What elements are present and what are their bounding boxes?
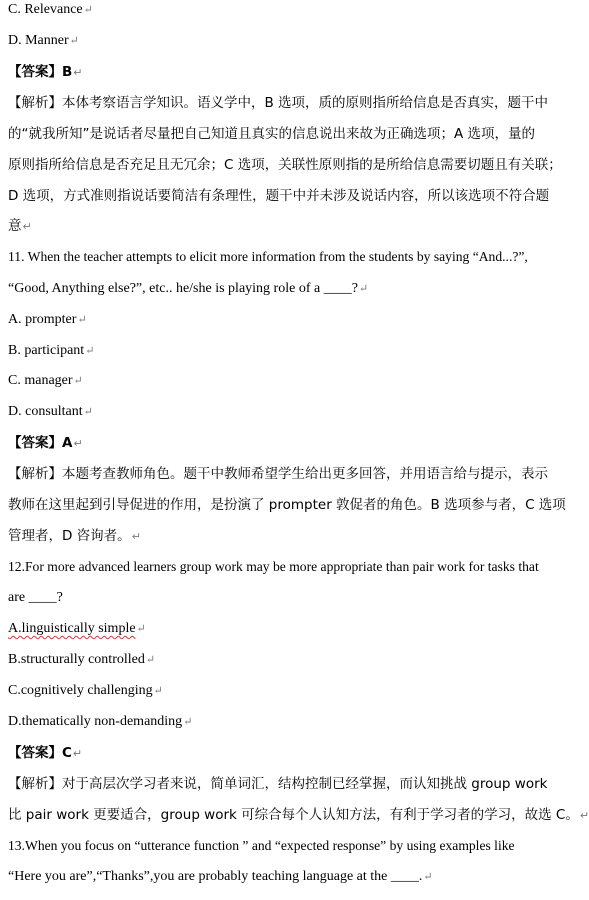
option-a-prompter: A. prompter↵ xyxy=(8,312,87,327)
paragraph-mark: ↵ xyxy=(69,35,79,47)
paragraph-mark: ↵ xyxy=(145,654,156,666)
paragraph-mark: ↵ xyxy=(22,220,32,233)
question-12-line-2: are ____? xyxy=(8,590,63,605)
paragraph-mark: ↵ xyxy=(83,406,93,418)
question-11-line-1: 11. When the teacher attempts to elicit more information from the students by saying “And...?”, xyxy=(8,249,528,264)
paragraph-mark: ↵ xyxy=(579,809,589,822)
paragraph-mark: ↵ xyxy=(73,437,83,450)
question-11-line-2: “Good, Anything else?”, etc.. he/she is playing role of a ____?↵ xyxy=(8,281,369,296)
paragraph-mark: ↵ xyxy=(73,375,83,387)
analysis-10-line-3: 原则指所给信息是否充足且无冗余；C 选项，关联性原则指的是所给信息需要切题且有关联； xyxy=(8,157,562,173)
question-12-line-1: 12.For more advanced learners group work may be more appropriate than pair work for tasks that xyxy=(8,559,539,574)
analysis-11-line-1: 【解析】本题考查教师角色。题干中教师希望学生给出更多回答，并用语言给与提示，表示 xyxy=(8,466,548,482)
paragraph-mark: ↵ xyxy=(183,716,193,728)
paragraph-mark: ↵ xyxy=(73,66,83,79)
paragraph-mark: ↵ xyxy=(85,345,95,357)
analysis-11-line-3: 管理者，D 咨询者。↵ xyxy=(8,528,141,544)
analysis-10-line-2: 的“就我所知”是说话者尽量把自己知道且真实的信息说出来故为正确选项；A 选项，量的 xyxy=(8,126,536,142)
paragraph-mark: ↵ xyxy=(153,685,163,697)
question-13-line-1: 13.When you focus on “utterance function ” and “expected response” by using examples like xyxy=(8,838,515,853)
answer-10: 【答案】B↵ xyxy=(8,64,83,80)
paragraph-mark: ↵ xyxy=(358,283,369,295)
paragraph-mark: ↵ xyxy=(72,747,83,760)
option-c-manager: C. manager↵ xyxy=(8,373,83,388)
option-b-participant: B. participant↵ xyxy=(8,343,95,358)
question-13-line-2: “Here you are”,“Thanks”,you are probably teaching language at the ____.↵ xyxy=(8,869,433,884)
paragraph-mark: ↵ xyxy=(131,530,141,543)
paragraph-mark: ↵ xyxy=(77,314,87,326)
answer-12: 【答案】C↵ xyxy=(8,745,83,761)
option-d-thematically-non-demanding: D.thematically non-demanding↵ xyxy=(8,714,193,729)
analysis-11-line-2: 教师在这里起到引导促进的作用，是扮演了 prompter 敦促者的角色。B 选项参与者，C 选项 xyxy=(8,497,566,513)
option-c-relevance: C. Relevance↵ xyxy=(8,2,93,17)
paragraph-mark: ↵ xyxy=(83,4,93,16)
analysis-10-line-4: D 选项，方式准则指说话要简洁有条理性，题干中并未涉及说话内容，所以该选项不符合题 xyxy=(8,188,550,204)
option-a-linguistically-simple: A.linguistically simple↵ xyxy=(8,621,146,636)
option-d-manner: D. Manner↵ xyxy=(8,33,79,48)
paragraph-mark: ↵ xyxy=(136,623,146,635)
option-c-cognitively-challenging: C.cognitively challenging↵ xyxy=(8,683,163,698)
analysis-12-line-2: 比 pair work 更要适合，group work 可综合每个人认知方法，有利于学习者的学习，故选 C。↵ xyxy=(8,807,589,823)
option-d-consultant: D. consultant↵ xyxy=(8,404,93,419)
analysis-10-line-5: 意↵ xyxy=(8,218,32,234)
analysis-12-line-1: 【解析】对于高层次学习者来说，简单词汇，结构控制已经掌握，而认知挑战 group work xyxy=(8,776,548,792)
option-b-structurally-controlled: B.structurally controlled↵ xyxy=(8,652,156,667)
answer-11: 【答案】A↵ xyxy=(8,435,83,451)
paragraph-mark: ↵ xyxy=(423,871,433,883)
analysis-10-line-1: 【解析】本体考察语言学知识。语义学中，B 选项，质的原则指所给信息是否真实，题干中 xyxy=(8,95,549,111)
